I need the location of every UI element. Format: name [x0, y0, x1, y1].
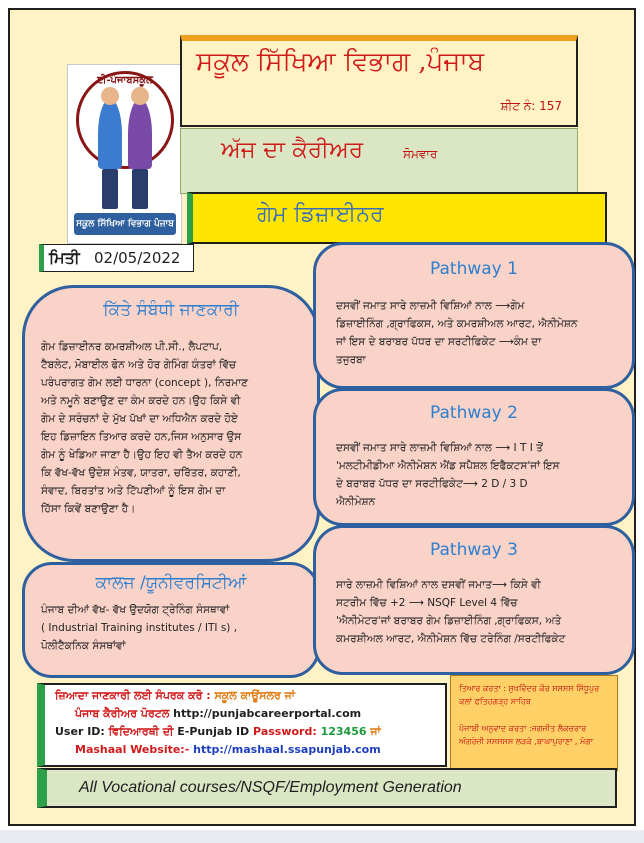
- pathway-line: ਦਸਵੀਂ ਜਮਾਤ ਸਾਰੇ ਲਾਜ਼ਮੀ ਵਿਸ਼ਿਆਂ ਨਾਲ ⟶ I T I ਤੋਂ: [336, 442, 543, 454]
- todays-career-box: [180, 128, 578, 194]
- e-punjab-school-logo: [67, 64, 182, 244]
- date-value: 02/05/2022: [94, 249, 181, 267]
- info-line: ਸੰਵਾਦ, ਬਿਰਤਾਂਤ ਅਤੇ ਟਿੱਪਣੀਆਂ ਨੂੰ ਇਸ ਗੇਮ ਦਾ: [41, 485, 226, 497]
- info-line: ਕਿ ਵੱਖ-ਵੱਖ ਉਦੇਸ਼ ਮੰਤਵ, ਯਾਤਰਾ, ਚਰਿੱਤਰ, ਕਹਾਣੀ,: [41, 467, 241, 479]
- contact-or-2: ਜਾਂ: [370, 725, 381, 738]
- pathway-3-text: [336, 576, 626, 648]
- info-line: ਟੈਬਲੇਟ, ਮੋਬਾਈਲ ਫੋਨ ਅਤੇ ਹੋਰ ਗੇਮਿੰਗ ਯੰਤਰਾਂ ਵਿੱਚ: [41, 359, 237, 371]
- info-line: ਗੇਮ ਡਿਜ਼ਾਈਨਰ ਕਮਰਸ਼ੀਅਲ ਪੀ.ਸੀ., ਲੈਪਟਾਪ,: [41, 341, 223, 353]
- student-head-icon: [101, 87, 119, 105]
- college-line: ( Industrial Training institutes / ITI s) ,: [41, 622, 238, 634]
- pathway-line: ਤਜੁਰਬਾ: [336, 354, 366, 366]
- colleges-title: ਕਾਲਜ /ਯੂਨੀਵਰਸਿਟੀਆਂ: [95, 573, 247, 593]
- pathway-line: ਐਨੀਮੇਸ਼ਨ: [336, 496, 376, 508]
- department-title: ਸਕੂਲ ਸਿੱਖਿਆ ਵਿਭਾਗ ,ਪੰਜਾਬ: [196, 47, 485, 77]
- pathway-line: 'ਮਲਟੀਮੀਡੀਆ ਐਨੀਮੇਸ਼ਨ ਐਂਡ ਸਪੈਸ਼ਲ ਇਫੈਕਟਸ'ਜਾਂ ਇਸ: [336, 460, 560, 472]
- pathway-1-card: [313, 242, 635, 389]
- colleges-card: [22, 562, 320, 678]
- pathway-2-text: [336, 439, 626, 511]
- pathway-1-title: Pathway 1: [430, 259, 518, 279]
- job-title: ਗੇਮ ਡਿਜ਼ਾਈਨਰ: [257, 202, 384, 227]
- pathway-3-card: [313, 525, 635, 675]
- window-bottom-strip: [0, 830, 644, 843]
- career-sheet-page: [8, 8, 636, 826]
- career-day: ਸੋਮਵਾਰ: [403, 147, 438, 161]
- pathway-line: ਦਸਵੀਂ ਜਮਾਤ ਸਾਰੇ ਲਾਜ਼ਮੀ ਵਿਸ਼ਿਆਂ ਨਾਲ ⟶ਗੇਮ: [336, 300, 525, 312]
- translated-by: ਪੰਜਾਬੀ ਅਨੁਵਾਦ ਕਰਤਾ :ਜਗਜੀਤ ਲੈਕਚਰਾਰ ਅੰਗਰੇਜ਼ੀ ਸਸਸਸਸ ਲੜਕੇ ,ਬਾਘਾਪੁਰਾਣਾ , ਮੋਗਾ: [459, 724, 594, 746]
- password-label: Password:: [253, 725, 317, 738]
- pathway-line: ਕਮਰਸ਼ੀਅਲ ਆਰਟ, ਐਨੀਮੇਸ਼ਨ ਵਿੱਚ ਟਰੇਨਿੰਗ /ਸਰਟੀਫਿਕੇਟ: [336, 633, 566, 645]
- user-id-label: User ID:: [55, 725, 105, 738]
- counsellor-label: ਸਕੂਲ ਕਾਊਂਸਲਰ: [214, 689, 281, 702]
- student-figure-icon: [98, 99, 122, 169]
- info-line: ਗੇਮ ਦੇ ਸਰੰਚਨਾਂ ਦੇ ਮੁੱਖ ਪੱਖਾਂ ਦਾ ਅਧਿਐਨ ਕਰਦੇ ਹੋਏ: [41, 413, 238, 425]
- contact-info-box: [37, 683, 447, 767]
- college-line: ਪੰਜਾਬ ਦੀਆਂ ਵੱਖ- ਵੱਖ ਉਦਯੋਗ ਟ੍ਰੇਨਿੰਗ ਸੰਸਥਾਵਾਂ: [41, 604, 230, 616]
- footer-text: All Vocational courses/NSQF/Employment Generation: [79, 779, 462, 796]
- pathway-line: ਜਾਂ ਇਸ ਦੇ ਬਰਾਬਰ ਪੱਧਰ ਦਾ ਸਰਟੀਫਿਕੇਟ ⟶ਕੰਮ ਦਾ: [336, 336, 542, 348]
- epunjab-id: E-Punjab ID: [177, 725, 250, 738]
- pathway-1-text: [336, 297, 626, 369]
- pathway-line: ਡਿਜ਼ਾਈਨਿੰਗ ,ਗ੍ਰਾਫਿਕਸ, ਅਤੇ ਕਮਰਸ਼ੀਅਲ ਆਰਟ, ਐਨੀਮੇਸ਼ਨ: [336, 318, 578, 330]
- contact-prefix: ਜ਼ਿਆਦਾ ਜਾਣਕਾਰੀ ਲਈ ਸੰਪਰਕ ਕਰੋ :: [55, 689, 211, 702]
- job-title-box: [187, 192, 607, 244]
- college-line: ਪੋਲੀਟੈਕਨਿਕ ਸੰਸਥਾਂਵਾਂ: [41, 640, 126, 652]
- pathway-line: ਸਟਰੀਮ ਵਿੱਚ +2 ⟶ NSQF Level 4 ਵਿੱਚ: [336, 597, 518, 609]
- contact-line-1: [55, 689, 295, 703]
- occupation-info-card: [22, 285, 320, 562]
- pathway-line: ਦੇ ਬਰਾਬਰ ਪੱਧਰ ਦਾ ਸਰਟੀਫਿਕੇਟ⟶ 2 D / 3 D: [336, 478, 528, 490]
- pathway-line: ਸਾਰੇ ਲਾਜ਼ਮੀ ਵਿਸ਼ਿਆਂ ਨਾਲ ਦਸਵੀਂ ਜਮਾਤ⟶ ਕਿਸੇ ਵੀ: [336, 579, 541, 591]
- occupation-info-text: [41, 338, 303, 518]
- pathway-line: 'ਐਨੀਮੇਟਰ'ਜਾਂ ਬਰਾਬਰ ਗੇਮ ਡਿਜ਼ਾਈਨਿੰਗ ,ਗ੍ਰਾਫਿਕਸ, ਅਤੇ: [336, 615, 562, 627]
- info-line: ਇਹ ਡਿਜ਼ਾਇਨ ਤਿਆਰ ਕਰਦੇ ਹਨ,ਜਿਸ ਅਨੁਸਾਰ ਉਸ: [41, 431, 242, 443]
- career-portal-link[interactable]: http://punjabcareerportal.com: [173, 707, 362, 720]
- contact-or: ਜਾਂ: [284, 689, 295, 702]
- contact-line-3: [55, 725, 381, 739]
- info-line: ਅਤੇ ਨਮੂਨੇ ਬਣਾਉਣ ਦਾ ਕੰਮ ਕਰਦੇ ਹਨ।ਉਹ ਕਿਸੇ ਵੀ: [41, 395, 241, 407]
- pathway-3-title: Pathway 3: [430, 540, 518, 560]
- colleges-text: [41, 601, 311, 655]
- student-head-icon: [131, 87, 149, 105]
- password-value: 123456: [320, 725, 367, 738]
- logo-arc-text: ਈ-ਪੰਜਾਬਸਕੂਲ: [97, 75, 153, 86]
- mashaal-label: Mashaal Website:-: [75, 743, 190, 756]
- student-legs-icon: [102, 169, 118, 209]
- user-id-value: ਵਿਦਿਆਰਥੀ ਦੀ: [108, 725, 174, 738]
- credits-box: [450, 675, 618, 771]
- student-legs-icon: [132, 169, 148, 209]
- logo-caption: ਸਕੂਲ ਸਿੱਖਿਆ ਵਿਭਾਗ ਪੰਜਾਬ: [74, 213, 176, 235]
- pathway-2-card: [313, 388, 635, 526]
- date-box: [39, 244, 194, 272]
- contact-line-2: [75, 707, 361, 721]
- career-portal-label: ਪੰਜਾਬ ਕੈਰੀਅਰ ਪੋਰਟਲ: [75, 707, 170, 720]
- sheet-number: ਸ਼ੀਟ ਨੰ: 157: [500, 99, 562, 113]
- footer-banner: [37, 768, 617, 808]
- info-line: ਪਰੰਪਰਾਗਤ ਗੇਮ ਲਈ ਧਾਰਨਾ (concept ), ਨਿਰਮਾਣ: [41, 377, 248, 389]
- student-figure-icon: [128, 99, 152, 169]
- pathway-2-title: Pathway 2: [430, 403, 518, 423]
- info-line: ਗੇਮ ਨੂੰ ਖੇਡਿਆ ਜਾਣਾ ਹੈ।ਉਹ ਇਹ ਵੀ ਤੈਅ ਕਰਦੇ ਹਨ: [41, 449, 243, 461]
- todays-career-heading: ਅੱਜ ਦਾ ਕੈਰੀਅਰ: [221, 137, 364, 163]
- date-label: ਮਿਤੀ: [49, 248, 80, 267]
- prepared-by: ਤਿਆਰ ਕਰਤਾ : ਸੁਖਵਿੰਦਰ ਕੌਰ ਸਸਸਸ ਸਿੱਧੂਪੁਰ ਕਲਾਂ ਫਤਿਹਗੜ੍ਹ ਸਾਹਿਬ: [459, 684, 600, 706]
- mashaal-link[interactable]: http://mashaal.ssapunjab.com: [193, 743, 381, 756]
- occupation-info-title: ਕਿੱਤੇ ਸੰਬੰਧੀ ਜਾਣਕਾਰੀ: [103, 300, 239, 320]
- contact-line-4: [75, 743, 381, 756]
- department-title-box: [180, 35, 578, 127]
- info-line: ਹਿੱਸਾ ਕਿਵੇਂ ਬਣਾਉਣਾ ਹੈ।: [41, 503, 136, 515]
